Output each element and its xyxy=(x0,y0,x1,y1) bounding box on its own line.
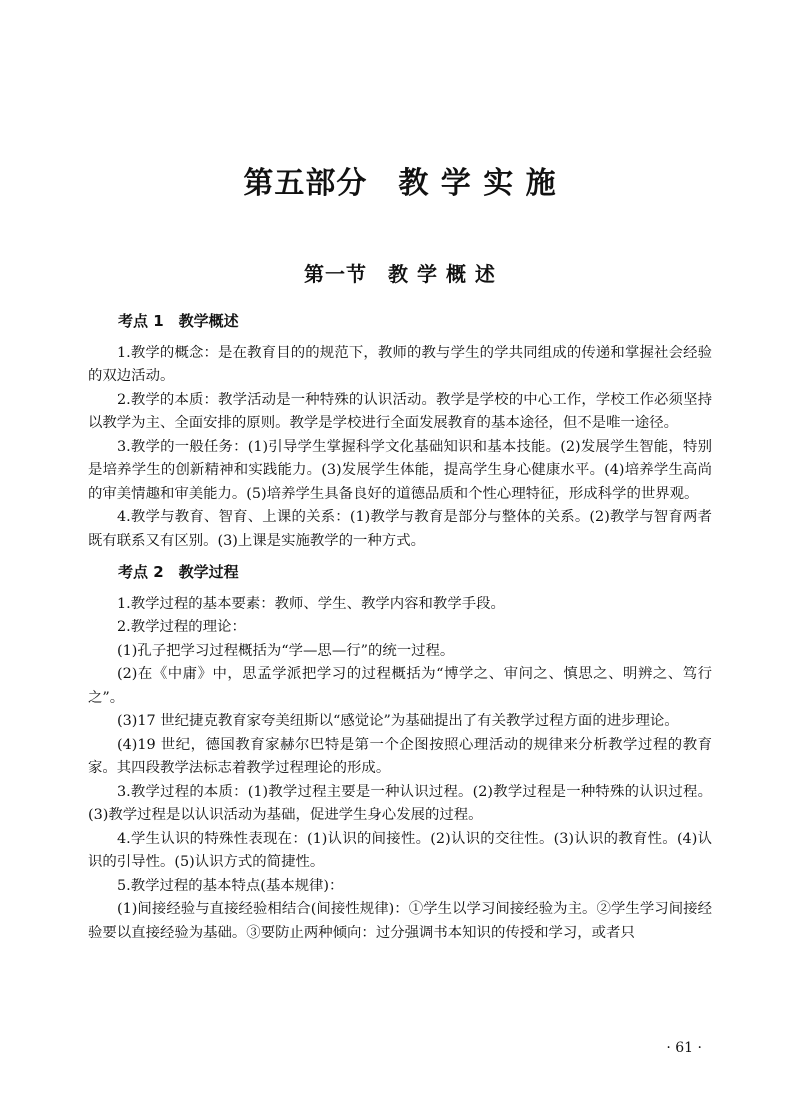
paragraph: 1.教学的概念：是在教育目的的规范下，教师的教与学生的学共同组成的传递和掌握社会经验的双边活动。 xyxy=(88,344,712,384)
body-text xyxy=(88,310,712,945)
paragraph: 2.教学的本质：教学活动是一种特殊的认识活动。教学是学校的中心工作，学校工作必须坚持以教学为主、全面安排的原则。教学是学校进行全面发展教育的基本途径，但不是唯一途径。 xyxy=(88,391,712,431)
paragraph: 4.学生认识的特殊性表现在：(1)认识的间接性。(2)认识的交往性。(3)认识的教育性。(4)认识的引导性。(5)认识方式的简捷性。 xyxy=(88,830,712,870)
paragraph: (1)间接经验与直接经验相结合(间接性规律)：①学生以学习间接经验为主。②学生学习间接经验要以直接经验为基础。③要防止两种倾向：过分强调书本知识的传授和学习，或者只 xyxy=(88,901,712,941)
part-title: 第五部分 教 学 实 施 xyxy=(243,166,557,201)
paragraph: (1)孔子把学习过程概括为“学—思—行”的统一过程。 xyxy=(117,642,455,659)
paragraph: 2.教学过程的理论： xyxy=(117,619,246,635)
section-title: 第一节 教 学 概 述 xyxy=(304,262,496,286)
page-number: · 61 · xyxy=(666,1040,702,1056)
paragraph: (3)17 世纪捷克教育家夸美纽斯以“感觉论”为基础提出了有关教学过程方面的进步理论。 xyxy=(117,713,679,729)
paragraph: 5.教学过程的基本特点(基本规律)： xyxy=(117,877,344,894)
kaodian-1-heading: 考点 1 教学概述 xyxy=(118,312,239,330)
paragraph: (4)19 世纪，德国教育家赫尔巴特是第一个企图按照心理活动的规律来分析教学过程的教育家。其四段教学法标志着教学过程理论的形成。 xyxy=(88,736,712,776)
paragraph: 4.教学与教育、智育、上课的关系：(1)教学与教育是部分与整体的关系。(2)教学与智育两者既有联系又有区别。(3)上课是实施教学的一种方式。 xyxy=(88,509,712,549)
paragraph: 1.教学过程的基本要素：教师、学生、教学内容和教学手段。 xyxy=(117,595,505,612)
paragraph: (2)在《中庸》中，思孟学派把学习的过程概括为“博学之、审问之、慎思之、明辨之、笃行之”。 xyxy=(88,666,712,706)
kaodian-2-heading: 考点 2 教学过程 xyxy=(118,563,239,581)
paragraph: 3.教学过程的本质：(1)教学过程主要是一种认识过程。(2)教学过程是一种特殊的认识过程。(3)教学过程是以认识活动为基础，促进学生身心发展的过程。 xyxy=(88,783,712,823)
paragraph: 3.教学的一般任务：(1)引导学生掌握科学文化基础知识和基本技能。(2)发展学生智能，特别是培养学生的创新精神和实践能力。(3)发展学生体能，提高学生身心健康水平。(4)培养学生高尚的审美情趣和审美能力。(5)培养学生具备良好的道德品质和个性心理特征，形成科学的世界观。 xyxy=(88,438,712,502)
